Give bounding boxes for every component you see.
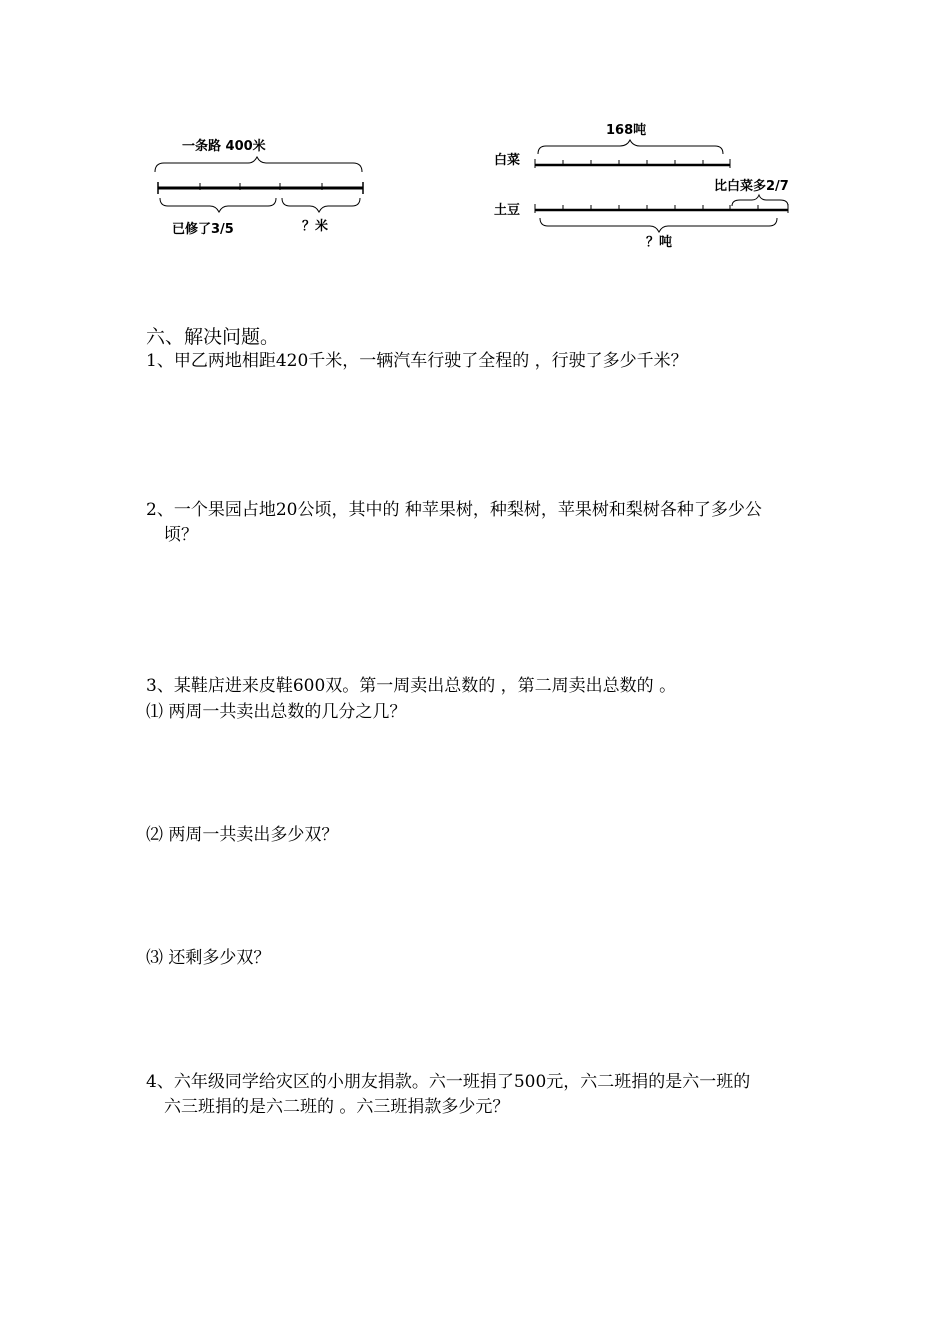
road-rest-brace — [282, 198, 360, 212]
question-3-sub-1: ⑴ 两周一共卖出总数的几分之几？ — [146, 702, 407, 722]
question-3-sub-3: ⑶ 还剩多少双？ — [146, 948, 271, 968]
question-2-line-1: 2、一个果园占地20公顷，其中的 种苹果树，种梨树，苹果树和梨树各种了多少公 — [146, 500, 762, 520]
road-diagram-svg — [150, 130, 380, 240]
question-2-line-2: 顷？ — [164, 525, 198, 545]
section-title: 六、解决问题。 — [146, 326, 280, 348]
road-total-label: 一条路 400米 — [182, 139, 266, 154]
cabbage-total-label: 168吨 — [606, 123, 647, 138]
road-done-brace — [160, 198, 276, 212]
potato-total-label: ？吨 — [646, 235, 673, 250]
more-label: 比白菜多2/7 — [714, 179, 789, 194]
question-4-line-1: 4、六年级同学给灾区的小朋友捐款。六一班捐了500元，六二班捐的是六一班的 — [146, 1072, 751, 1092]
cabbage-brace — [538, 140, 723, 154]
more-brace — [732, 195, 788, 206]
question-1: 1、甲乙两地相距420千米，一辆汽车行驶了全程的 ，行驶了多少千米？ — [146, 351, 688, 371]
road-rest-label: ？米 — [302, 219, 329, 234]
road-done-label: 已修了3/5 — [172, 222, 234, 237]
cabbage-label: 白菜 — [494, 153, 521, 168]
vegetable-diagram — [490, 118, 820, 258]
vegetable-diagram-svg — [490, 118, 820, 258]
question-3-sub-2: ⑵ 两周一共卖出多少双？ — [146, 825, 339, 845]
potato-label: 土豆 — [494, 203, 521, 218]
question-3: 3、某鞋店进来皮鞋600双。第一周卖出总数的 ，第二周卖出总数的 。 — [146, 676, 677, 696]
potato-brace — [540, 218, 777, 232]
question-4-line-2: 六三班捐的是六二班的 。六三班捐款多少元？ — [164, 1097, 510, 1117]
road-top-brace — [155, 157, 362, 172]
road-diagram — [150, 130, 380, 240]
